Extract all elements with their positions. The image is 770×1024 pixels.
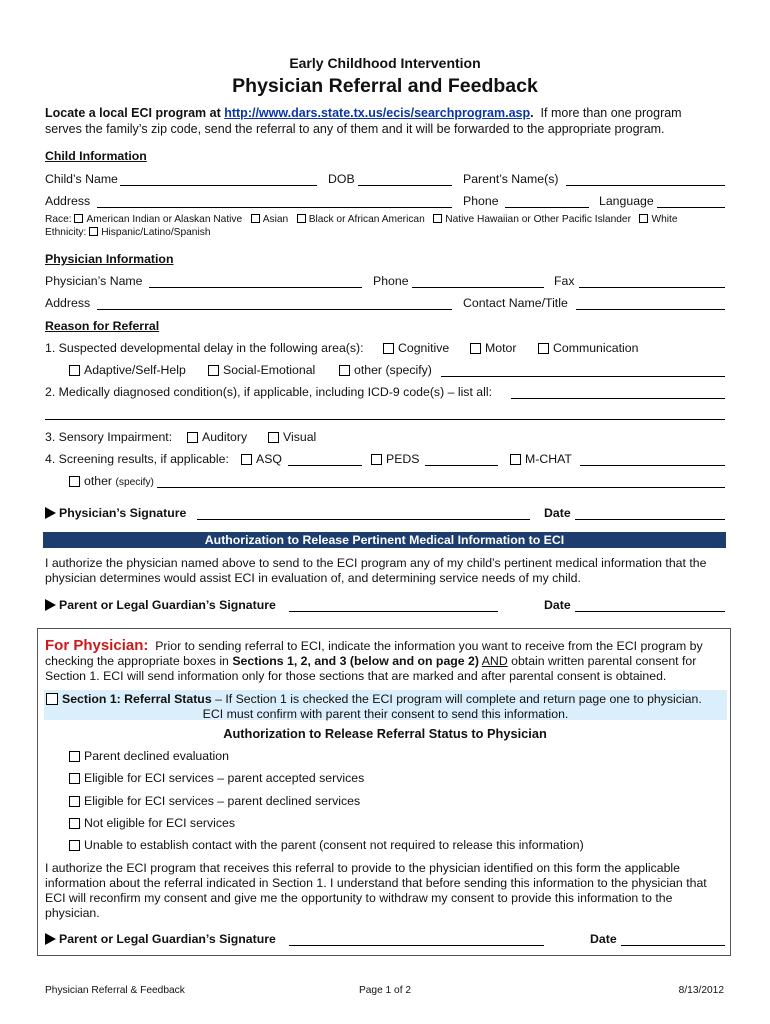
arrow-icon [45, 599, 56, 611]
guardian-date-field[interactable] [575, 611, 725, 612]
communication-label: Communication [553, 341, 639, 355]
authorization-text: I authorize the physician named above to send to the ECI program any of my child’s pertinent medical information that the physician determines would assist ECI in evaluation of, and determining service needs of my child. [45, 556, 707, 585]
ethnicity-option-label: Hispanic/Latino/Spanish [101, 227, 211, 238]
reason-item-3: 3. Sensory Impairment: [45, 430, 173, 444]
for-physician-text-a: Prior to sending referral to ECI, indicate the information you want to receive from the ECI program by checking the appropriate boxes in [45, 639, 703, 668]
language-label: Language [599, 194, 654, 208]
peds-option[interactable] [371, 452, 420, 466]
physician-signature-label: Physician’s Signature [59, 506, 187, 520]
communication-checkbox[interactable] [538, 343, 549, 354]
ethnicity-row [45, 227, 211, 238]
status-option-label: Parent declined evaluation [84, 749, 229, 763]
for-physician-text-b: obtain written parental consent for Section 1. ECI will send information only for those sections that are marked and after parental consent is obtained. [45, 654, 697, 683]
fax-field[interactable] [579, 287, 725, 288]
reason-item-2: 2. Medically diagnosed condition(s), if applicable, including ICD-9 code(s) – list all: [45, 385, 493, 399]
ethnicity-checkbox-hispanic[interactable] [89, 227, 98, 236]
footer-left: Physician Referral & Feedback [45, 985, 185, 996]
physician-name-label: Physician’s Name [45, 274, 143, 288]
ethnicity-label: Ethnicity: [45, 227, 87, 238]
section-1-checkbox[interactable] [46, 693, 58, 705]
guardian-date-field-2[interactable] [621, 945, 725, 946]
motor-option[interactable] [470, 341, 516, 355]
status-option-label: Unable to establish contact with the parent (consent not required to release this information) [84, 838, 584, 852]
child-address-label: Address [45, 194, 91, 208]
arrow-icon [45, 507, 56, 519]
guardian-signature-field-2[interactable] [289, 945, 544, 946]
reason-heading: Reason for Referral [45, 319, 160, 333]
other-specify-label: other (specify) [354, 363, 432, 377]
status-checkbox[interactable] [69, 773, 80, 784]
adaptive-option[interactable] [69, 363, 186, 377]
status-option-label: Not eligible for ECI services [84, 816, 236, 830]
section-1-label: Section 1: Referral Status [62, 692, 212, 706]
child-info-heading: Child Information [45, 149, 147, 163]
arrow-icon [45, 933, 56, 945]
page-title: Physician Referral and Feedback [232, 75, 538, 97]
for-physician-label: For Physician: [45, 637, 149, 654]
guardian-signature-row [45, 598, 276, 612]
race-checkbox-black[interactable] [297, 214, 306, 223]
screening-other-checkbox[interactable] [69, 476, 80, 487]
child-address-field[interactable] [97, 207, 452, 208]
status-option[interactable] [69, 794, 360, 808]
other-specify-option[interactable] [339, 363, 432, 377]
physician-date-label: Date [544, 506, 571, 520]
guardian-signature-row-2 [45, 932, 276, 946]
race-option-label: White [651, 214, 678, 225]
status-option[interactable] [69, 749, 229, 763]
status-option[interactable] [69, 771, 364, 785]
motor-label: Motor [485, 341, 517, 355]
physician-signature-field[interactable] [197, 519, 530, 520]
diagnosis-field-line2[interactable] [45, 419, 725, 420]
language-field[interactable] [657, 207, 725, 208]
race-label: Race: [45, 214, 72, 225]
cognitive-checkbox[interactable] [383, 343, 394, 354]
auditory-option[interactable] [187, 430, 247, 444]
status-option-label: Eligible for ECI services – parent accepted services [84, 771, 365, 785]
locate-lead: Locate a local ECI program at [45, 106, 225, 120]
peds-checkbox[interactable] [371, 454, 382, 465]
asq-label: ASQ [256, 452, 282, 466]
screening-other-specify: (specify) [115, 477, 154, 488]
race-checkbox-white[interactable] [639, 214, 648, 223]
section-1-line2: ECI must confirm with parent their consent to send this information. [202, 707, 569, 721]
mchat-field[interactable] [580, 465, 725, 466]
for-physician-and: AND [481, 654, 508, 668]
guardian-date-label: Date [544, 598, 571, 612]
dob-field[interactable] [358, 185, 452, 186]
child-phone-field[interactable] [505, 207, 589, 208]
status-option[interactable] [69, 838, 584, 852]
contact-field[interactable] [576, 309, 725, 310]
search-program-link[interactable]: http://www.dars.state.tx.us/ecis/searchprogram.asp [224, 106, 531, 120]
race-checkbox-american-indian[interactable] [74, 214, 83, 223]
asq-checkbox[interactable] [241, 454, 252, 465]
visual-label: Visual [283, 430, 317, 444]
communication-option[interactable] [538, 341, 638, 355]
authorization-banner: Authorization to Release Pertinent Medical Information to ECI [43, 532, 726, 548]
social-emotional-checkbox[interactable] [208, 365, 219, 376]
physician-name-field[interactable] [149, 287, 362, 288]
consent-text: I authorize the ECI program that receives this referral to provide to the physician identified on this form the applicable information about the referral indicated in Section 1. I understand that before sending this information to the physician that ECI will reconfirm my consent and give me the opportunity to withdraw my consent to provide this information to the physician. [45, 861, 707, 920]
locate-line2: serves the family’s zip code, send the referral to any of them and it will be forwarded to the appropriate program. [45, 122, 665, 136]
race-option-label: American Indian or Alaskan Native [86, 214, 243, 225]
auditory-checkbox[interactable] [187, 432, 198, 443]
section-1-text: – If Section 1 is checked the ECI program will complete and return page one to physician. [211, 692, 702, 706]
parents-name-label: Parent’s Name(s) [463, 172, 559, 186]
guardian-signature-label-2: Parent or Legal Guardian’s Signature [59, 932, 276, 946]
screening-other-label: other [84, 474, 113, 488]
guardian-signature-field[interactable] [289, 611, 498, 612]
reason-item-4: 4. Screening results, if applicable: [45, 452, 229, 466]
child-phone-label: Phone [463, 194, 499, 208]
parents-name-field[interactable] [566, 185, 725, 186]
race-checkbox-pacific-islander[interactable] [433, 214, 442, 223]
section-1-row[interactable] [46, 692, 702, 706]
status-heading: Authorization to Release Referral Status to Physician [223, 726, 547, 741]
footer-date: 8/13/2012 [678, 985, 724, 996]
asq-option[interactable] [241, 452, 282, 466]
physician-phone-label: Phone [373, 274, 409, 288]
other-specify-checkbox[interactable] [339, 365, 350, 376]
physician-signature-row [45, 506, 186, 520]
locate-dot: . [530, 106, 534, 120]
race-row [45, 214, 678, 225]
physician-address-field[interactable] [97, 309, 452, 310]
asq-field[interactable] [288, 465, 362, 466]
other-specify-field[interactable] [441, 376, 725, 377]
dob-label: DOB [328, 172, 355, 186]
mchat-checkbox[interactable] [510, 454, 521, 465]
status-checkbox[interactable] [69, 796, 80, 807]
for-physician-text [45, 638, 730, 684]
race-option-label: Native Hawaiian or Other Pacific Islander [445, 214, 631, 225]
diagnosis-field[interactable] [511, 398, 725, 399]
race-checkbox-asian[interactable] [251, 214, 260, 223]
motor-checkbox[interactable] [470, 343, 481, 354]
auditory-label: Auditory [202, 430, 248, 444]
adaptive-checkbox[interactable] [69, 365, 80, 376]
locate-tail: If more than one program [540, 106, 682, 120]
physician-phone-field[interactable] [412, 287, 544, 288]
for-physician-sections: Sections 1, 2, and 3 (below and on page 2) [232, 654, 479, 668]
social-emotional-option[interactable] [208, 363, 315, 377]
agency-name: Early Childhood Intervention [289, 55, 481, 71]
mchat-label: M-CHAT [525, 452, 572, 466]
peds-field[interactable] [425, 465, 498, 466]
visual-option[interactable] [268, 430, 316, 444]
screening-other-field[interactable] [157, 487, 725, 488]
status-option[interactable] [69, 816, 235, 830]
guardian-date-label-2: Date [590, 932, 617, 946]
physician-date-field[interactable] [575, 519, 725, 520]
social-emotional-label: Social-Emotional [223, 363, 316, 377]
visual-checkbox[interactable] [268, 432, 279, 443]
status-checkbox[interactable] [69, 751, 80, 762]
physician-info-heading: Physician Information [45, 252, 174, 266]
peds-label: PEDS [386, 452, 420, 466]
status-option-label: Eligible for ECI services – parent declined services [84, 794, 361, 808]
contact-label: Contact Name/Title [463, 296, 568, 310]
race-option-label: Black or African American [308, 214, 425, 225]
status-checkbox[interactable] [69, 840, 80, 851]
child-name-field[interactable] [120, 185, 317, 186]
physician-address-label: Address [45, 296, 91, 310]
screening-other-option[interactable] [69, 474, 154, 488]
reason-item-1: 1. Suspected developmental delay in the following area(s): [45, 341, 364, 355]
adaptive-label: Adaptive/Self-Help [84, 363, 186, 377]
locate-line [45, 106, 682, 120]
footer-page: Page 1 of 2 [358, 985, 412, 996]
status-checkbox[interactable] [69, 818, 80, 829]
mchat-option[interactable] [510, 452, 572, 466]
cognitive-option[interactable] [383, 341, 449, 355]
cognitive-label: Cognitive [398, 341, 450, 355]
guardian-signature-label: Parent or Legal Guardian’s Signature [59, 598, 276, 612]
race-option-label: Asian [262, 214, 289, 225]
child-name-label: Child’s Name [45, 172, 118, 186]
fax-label: Fax [554, 274, 575, 288]
